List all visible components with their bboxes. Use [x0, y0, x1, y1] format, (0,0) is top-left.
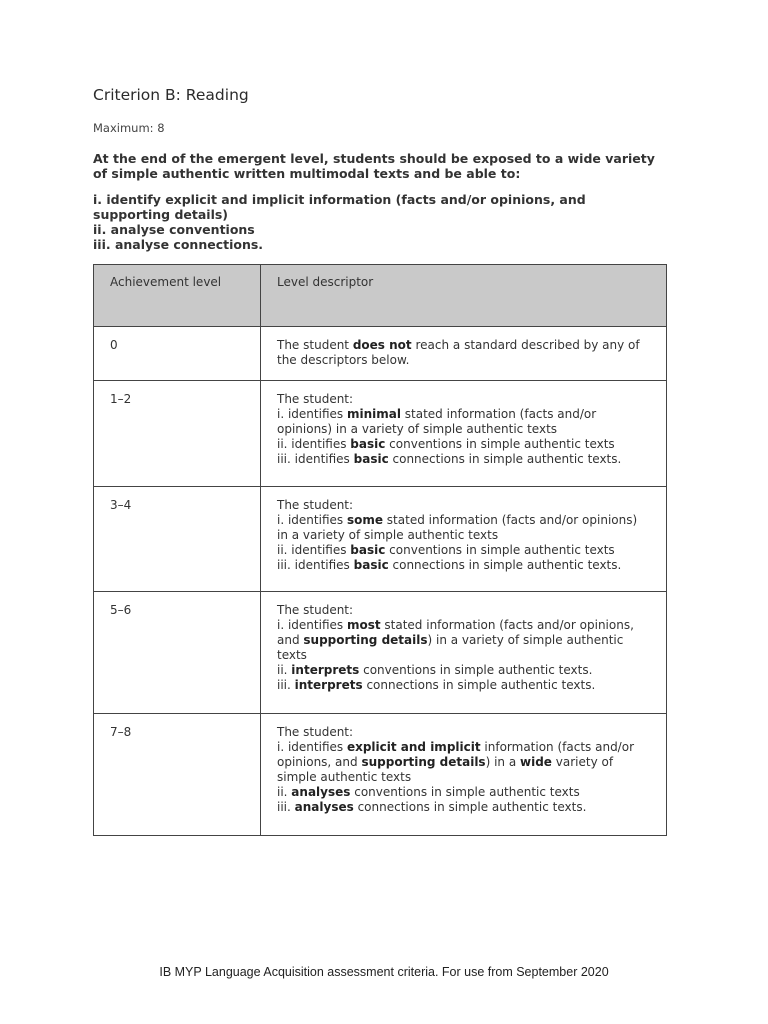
emphasis-text: explicit and implicit [346, 740, 481, 754]
objectives-list [93, 192, 667, 252]
emphasis-text: basic [350, 543, 386, 557]
achievement-level-cell: 1–2 [94, 381, 261, 487]
emphasis-text: supporting details [303, 633, 428, 647]
descriptor-text: stated information (facts and/or opinions, and [277, 618, 634, 647]
emphasis-text: most [346, 618, 381, 632]
descriptor-text: stated information (facts and/or opinions) in a variety of simple authentic texts [277, 407, 597, 436]
descriptor-text: i. identifies [277, 618, 347, 632]
table-header-row [94, 265, 667, 327]
level-descriptor-cell [261, 592, 667, 714]
descriptor-text: The student: [277, 725, 354, 739]
emphasis-text: supporting details [361, 755, 486, 769]
achievement-level-cell: 0 [94, 327, 261, 381]
descriptor-text: ii. identifies [277, 437, 351, 451]
descriptor-line [277, 725, 650, 740]
descriptor-text: connections in simple authentic texts. [353, 800, 587, 814]
descriptor-line [277, 392, 650, 407]
descriptor-line [277, 785, 650, 800]
emphasis-text: wide [520, 755, 552, 769]
descriptor-line [277, 800, 650, 815]
descriptor-text: conventions in simple authentic texts. [359, 663, 593, 677]
descriptor-text: connections in simple authentic texts. [362, 678, 596, 692]
descriptor-text: The student [277, 338, 353, 352]
descriptor-line [277, 452, 650, 467]
descriptor-text: reach a standard described by any of the descriptors below. [277, 338, 640, 367]
descriptor-text: iii. [277, 678, 295, 692]
level-descriptor-cell [261, 714, 667, 836]
descriptor-text: ii. [277, 785, 292, 799]
table-row [94, 327, 667, 381]
emphasis-text: some [346, 513, 383, 527]
emphasis-text: analyses [291, 785, 351, 799]
table-row [94, 487, 667, 592]
level-descriptor-cell [261, 487, 667, 592]
descriptor-line [277, 603, 650, 618]
emphasis-text: does not [352, 338, 412, 352]
criterion-section [93, 86, 667, 252]
descriptor-text: i. identifies [277, 407, 347, 421]
descriptor-line [277, 407, 650, 437]
descriptor-text: ii. identifies [277, 543, 351, 557]
descriptor-text: i. identifies [277, 513, 347, 527]
descriptor-line [277, 558, 650, 573]
descriptor-line [277, 437, 650, 452]
achievement-level-cell: 3–4 [94, 487, 261, 592]
descriptor-text: variety of simple authentic texts [277, 755, 614, 784]
emphasis-text: basic [350, 437, 386, 451]
level-descriptor-cell [261, 381, 667, 487]
descriptor-text: i. identifies [277, 740, 347, 754]
emphasis-text: analyses [294, 800, 354, 814]
descriptor-text: connections in simple authentic texts. [388, 452, 622, 466]
intro-paragraph: At the end of the emergent level, students should be exposed to a wide variety of simple authentic written multimodal texts and be able to: [93, 151, 655, 181]
descriptor-line [277, 663, 650, 678]
maximum-score: Maximum: 8 [93, 121, 165, 135]
descriptor-line [277, 618, 650, 663]
descriptor-text: iii. identifies [277, 558, 354, 572]
descriptor-text: The student: [277, 498, 354, 512]
emphasis-text: interprets [291, 663, 360, 677]
descriptor-text: conventions in simple authentic texts [385, 437, 615, 451]
rubric-table [93, 264, 667, 836]
descriptor-text: ) in a variety of simple authentic texts [277, 633, 624, 662]
header-level-descriptor: Level descriptor [261, 265, 667, 327]
header-achievement-level: Achievement level [94, 265, 261, 327]
descriptor-text: conventions in simple authentic texts [350, 785, 580, 799]
descriptor-line [277, 498, 650, 513]
objective-item: i. identify explicit and implicit information (facts and/or opinions, and supporting details) [93, 192, 586, 222]
table-row [94, 714, 667, 836]
page-footer: IB MYP Language Acquisition assessment criteria. For use from September 2020 [159, 965, 609, 979]
table-row [94, 592, 667, 714]
achievement-level-cell: 5–6 [94, 592, 261, 714]
descriptor-text: ) in a [485, 755, 520, 769]
emphasis-text: minimal [346, 407, 401, 421]
emphasis-text: basic [353, 558, 389, 572]
descriptor-line [277, 543, 650, 558]
objective-item: ii. analyse conventions [93, 222, 255, 237]
descriptor-text: ii. [277, 663, 292, 677]
level-descriptor-cell [261, 327, 667, 381]
descriptor-text: conventions in simple authentic texts [385, 543, 615, 557]
descriptor-text: The student: [277, 392, 354, 406]
descriptor-text: iii. identifies [277, 452, 354, 466]
table-row [94, 381, 667, 487]
descriptor-text: information (facts and/or opinions, and [277, 740, 635, 769]
descriptor-text: The student: [277, 603, 354, 617]
descriptor-text: stated information (facts and/or opinions) in a variety of simple authentic texts [277, 513, 638, 542]
achievement-level-cell: 7–8 [94, 714, 261, 836]
objective-item: iii. analyse connections. [93, 237, 264, 252]
descriptor-text: connections in simple authentic texts. [388, 558, 622, 572]
descriptor-line [277, 678, 650, 693]
descriptor-line [277, 513, 650, 543]
rubric-body [94, 327, 667, 836]
descriptor-text: iii. [277, 800, 295, 814]
emphasis-text: basic [353, 452, 389, 466]
page-title: Criterion B: Reading [93, 86, 249, 104]
descriptor-line [277, 338, 650, 368]
descriptor-line [277, 740, 650, 785]
emphasis-text: interprets [294, 678, 363, 692]
